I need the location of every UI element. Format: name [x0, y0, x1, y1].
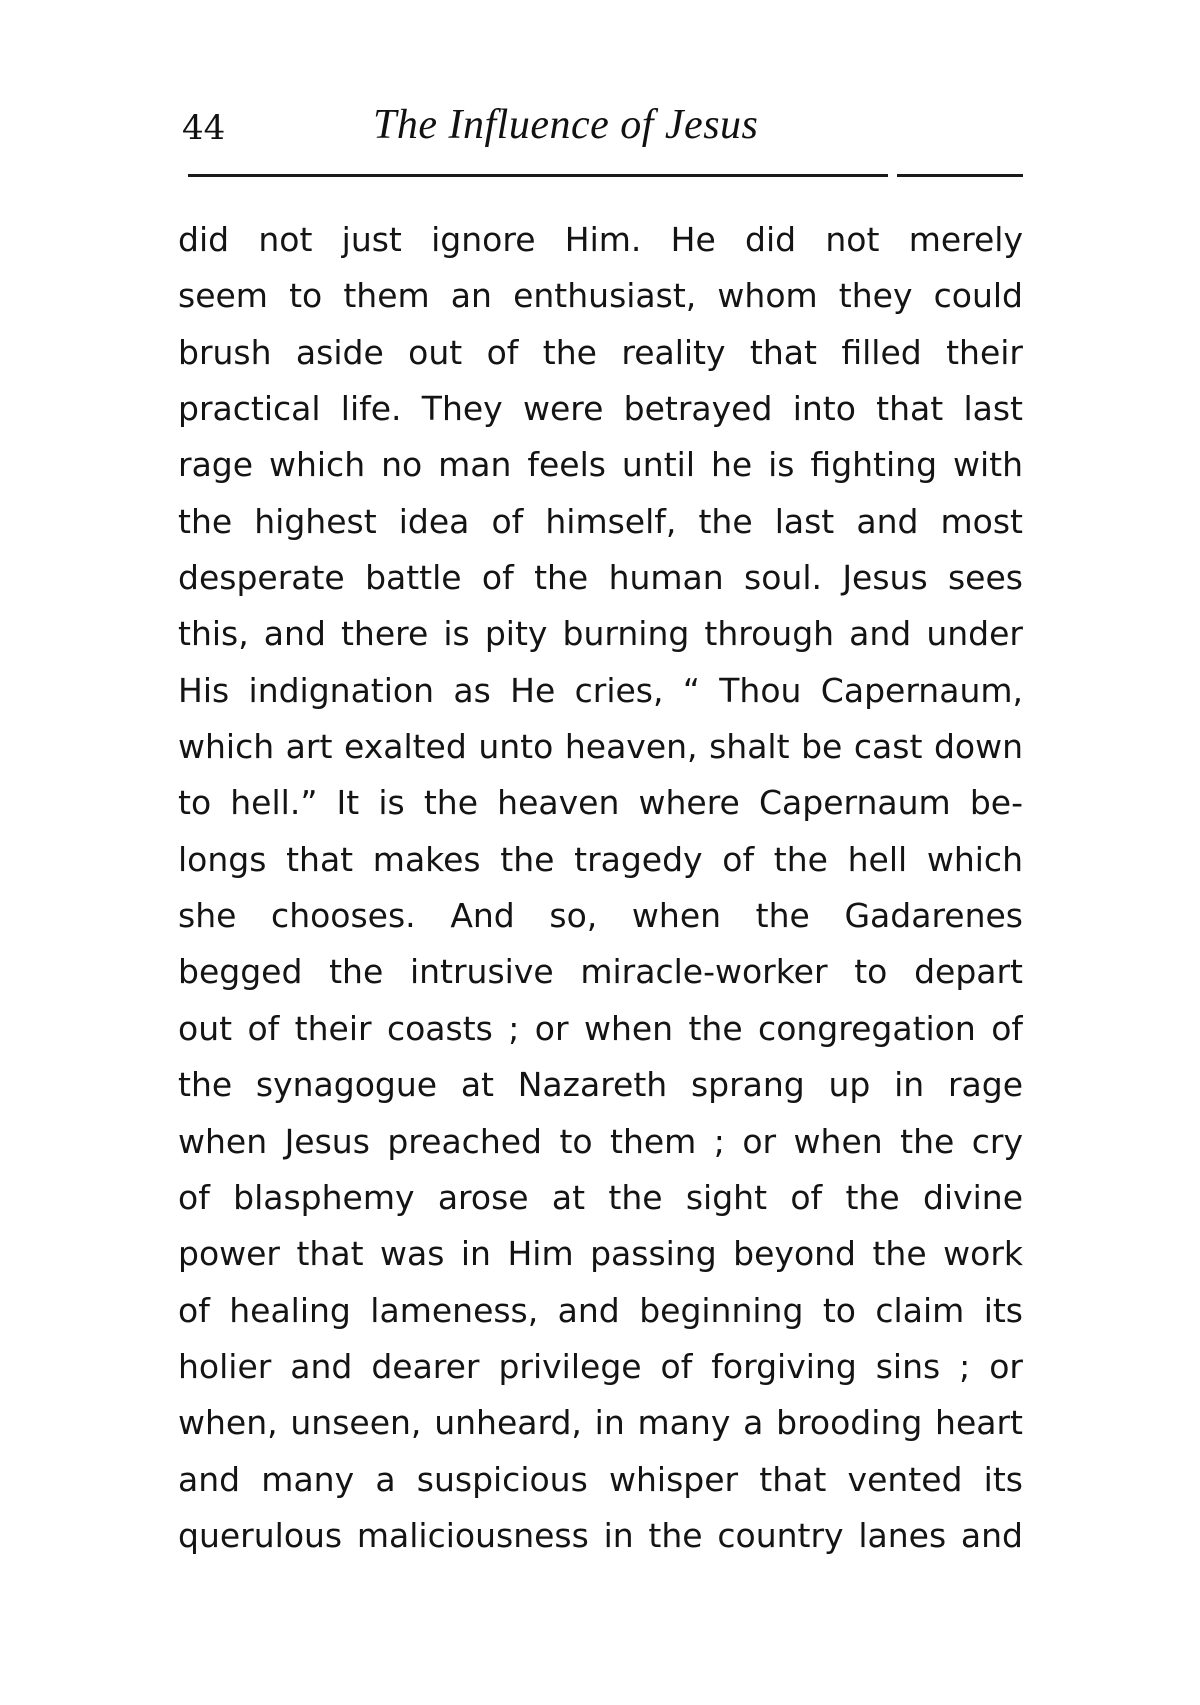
text-line: did not just ignore Him. He did not merely — [178, 220, 1023, 259]
text-line: of blasphemy arose at the sight of the divine — [178, 1177, 1023, 1217]
text-line: which art exalted unto heaven, shalt be cast down — [178, 727, 1023, 767]
text-line: rage which no man feels until he is fighting with — [178, 445, 1023, 485]
text-line: desperate battle of the human soul. Jesus sees — [178, 558, 1023, 598]
text-line: to hell.” It is the heaven where Capernaum be- — [178, 783, 1023, 823]
text-line: longs that makes the tragedy of the hell which — [178, 839, 1023, 879]
body-text — [178, 212, 1023, 1564]
text-line: practical life. They were betrayed into that last — [178, 389, 1023, 429]
header-rule-left — [188, 174, 888, 177]
text-line: seem to them an enthusiast, whom they could — [178, 276, 1023, 316]
text-line: brush aside out of the reality that filled their — [178, 332, 1023, 372]
text-line: out of their coasts ; or when the congregation of — [178, 1008, 1023, 1048]
text-line: this, and there is pity burning through and under — [178, 614, 1023, 654]
text-line: when, unseen, unheard, in many a brooding heart — [178, 1403, 1023, 1443]
text-line: when Jesus preached to them ; or when the cry — [178, 1121, 1023, 1161]
text-line: the highest idea of himself, the last and most — [178, 501, 1023, 541]
header-rule-right — [897, 174, 1023, 177]
text-line: of healing lameness, and beginning to claim its — [178, 1290, 1023, 1330]
text-line: begged the intrusive miracle-worker to depart — [178, 952, 1023, 992]
running-head — [180, 102, 1025, 162]
page-number: 44 — [182, 108, 226, 148]
running-title: The Influence of Jesus — [373, 102, 759, 148]
text-line: power that was in Him passing beyond the work — [178, 1234, 1023, 1274]
text-line: querulous maliciousness in the country lanes and — [178, 1515, 1023, 1555]
text-line: and many a suspicious whisper that vented its — [178, 1459, 1023, 1499]
text-line: the synagogue at Nazareth sprang up in rage — [178, 1065, 1023, 1105]
text-line: holier and dearer privilege of forgiving sins ; or — [178, 1346, 1023, 1386]
text-line: His indignation as He cries, “ Thou Capernaum, — [178, 670, 1023, 710]
text-line: she chooses. And so, when the Gadarenes — [178, 896, 1023, 936]
